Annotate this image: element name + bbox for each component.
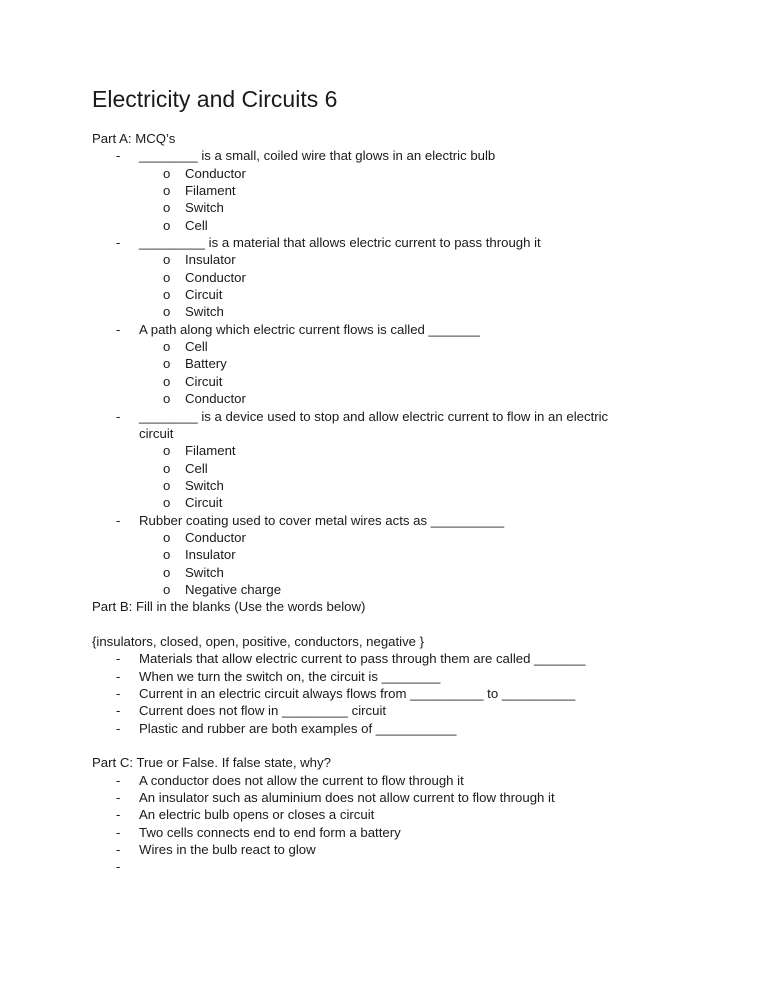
dash-marker: - bbox=[116, 772, 121, 788]
option-text: Negative charge bbox=[185, 581, 282, 597]
mcq-option bbox=[92, 494, 708, 511]
statement-text: Two cells connects end to end form a battery bbox=[139, 824, 401, 840]
dash-marker: - bbox=[116, 842, 121, 858]
option-text: Switch bbox=[185, 304, 224, 320]
option-bullet: o bbox=[163, 252, 171, 268]
option-bullet: o bbox=[163, 477, 171, 493]
question-text: circuit bbox=[139, 425, 174, 441]
dash-marker: - bbox=[116, 859, 121, 875]
option-text: Circuit bbox=[185, 287, 223, 303]
option-text: Insulator bbox=[185, 547, 236, 563]
option-bullet: o bbox=[163, 443, 171, 459]
option-text: Filament bbox=[185, 183, 236, 199]
option-text: Circuit bbox=[185, 495, 223, 511]
question-text: _________ is a material that allows electric current to pass through it bbox=[139, 235, 541, 251]
mcq-question bbox=[92, 321, 708, 338]
part-a-heading: Part A: MCQ’s bbox=[92, 131, 176, 146]
fill-blank-item bbox=[92, 650, 708, 667]
fill-blank-item bbox=[92, 668, 708, 685]
true-false-item bbox=[92, 789, 708, 806]
mcq-option bbox=[92, 390, 708, 407]
option-bullet: o bbox=[163, 356, 171, 372]
option-bullet: o bbox=[163, 564, 171, 580]
part-b-heading: Part B: Fill in the blanks (Use the words below) bbox=[92, 599, 366, 615]
mcq-option bbox=[92, 581, 708, 598]
option-bullet: o bbox=[163, 391, 171, 407]
mcq-option bbox=[92, 251, 708, 268]
fill-blank-item bbox=[92, 720, 708, 737]
mcq-option bbox=[92, 546, 708, 563]
mcq-option bbox=[92, 165, 708, 182]
option-text: Battery bbox=[185, 356, 227, 372]
mcq-option bbox=[92, 564, 708, 581]
option-bullet: o bbox=[163, 339, 171, 355]
mcq-option bbox=[92, 303, 708, 320]
dash-marker: - bbox=[116, 790, 121, 806]
true-false-item bbox=[92, 841, 708, 858]
mcq-option bbox=[92, 338, 708, 355]
fill-blank-text: Current in an electric circuit always flows from __________ to __________ bbox=[139, 686, 576, 701]
true-false-item bbox=[92, 824, 708, 841]
dash-marker: - bbox=[116, 235, 121, 251]
page-title: Electricity and Circuits 6 bbox=[92, 86, 338, 112]
option-text: Cell bbox=[185, 217, 208, 233]
dash-marker: - bbox=[116, 668, 121, 684]
statement-text: A conductor does not allow the current to flow through it bbox=[139, 772, 464, 788]
spacer bbox=[92, 616, 708, 633]
mcq-question bbox=[92, 147, 708, 164]
option-bullet: o bbox=[163, 269, 171, 285]
option-text: Conductor bbox=[185, 165, 246, 181]
dash-marker: - bbox=[116, 651, 121, 667]
fill-blank-text: Current does not flow in _________ circuit bbox=[139, 703, 387, 719]
option-bullet: o bbox=[163, 547, 171, 563]
option-text: Switch bbox=[185, 564, 224, 580]
option-bullet: o bbox=[163, 529, 171, 545]
question-text: A path along which electric current flows is called _______ bbox=[139, 321, 480, 337]
true-false-item-empty bbox=[92, 858, 708, 875]
question-text: Rubber coating used to cover metal wires acts as __________ bbox=[139, 512, 505, 528]
dash-marker: - bbox=[116, 807, 121, 823]
mcq-option bbox=[92, 529, 708, 546]
statement-text: An electric bulb opens or closes a circuit bbox=[139, 807, 375, 823]
option-text: Conductor bbox=[185, 269, 246, 285]
spacer bbox=[92, 737, 708, 754]
option-text: Insulator bbox=[185, 252, 236, 268]
fill-blank-text: Materials that allow electric current to pass through them are called _______ bbox=[139, 651, 586, 667]
dash-marker: - bbox=[116, 824, 121, 840]
option-text: Switch bbox=[185, 200, 224, 216]
question-text: ________ is a small, coiled wire that glows in an electric bulb bbox=[139, 148, 496, 164]
mcq-option bbox=[92, 442, 708, 459]
word-bank: {insulators, closed, open, positive, conductors, negative } bbox=[92, 633, 425, 649]
option-text: Conductor bbox=[185, 529, 246, 545]
option-text: Conductor bbox=[185, 391, 246, 407]
part-c-heading: Part C: True or False. If false state, why? bbox=[92, 755, 331, 771]
mcq-question bbox=[92, 512, 708, 529]
mcq-question bbox=[92, 234, 708, 251]
option-bullet: o bbox=[163, 165, 171, 181]
mcq-option bbox=[92, 199, 708, 216]
dash-marker: - bbox=[116, 321, 121, 337]
option-bullet: o bbox=[163, 217, 171, 233]
true-false-item bbox=[92, 806, 708, 823]
option-bullet: o bbox=[163, 183, 171, 199]
mcq-question bbox=[92, 408, 708, 425]
fill-blank-item bbox=[92, 685, 708, 702]
option-bullet: o bbox=[163, 373, 171, 389]
option-bullet: o bbox=[163, 304, 171, 320]
true-false-item bbox=[92, 772, 708, 789]
option-text: Switch bbox=[185, 477, 224, 493]
dash-marker: - bbox=[116, 703, 121, 719]
option-text: Cell bbox=[185, 460, 208, 476]
option-bullet: o bbox=[163, 287, 171, 303]
mcq-option bbox=[92, 182, 708, 199]
dash-marker: - bbox=[116, 148, 121, 164]
statement-text: An insulator such as aluminium does not allow current to flow through it bbox=[139, 790, 555, 806]
dash-marker: - bbox=[116, 720, 121, 736]
fill-blank-text: Plastic and rubber are both examples of ___________ bbox=[139, 720, 457, 736]
option-text: Cell bbox=[185, 339, 208, 355]
option-text: Filament bbox=[185, 443, 236, 459]
mcq-option bbox=[92, 217, 708, 234]
mcq-option bbox=[92, 373, 708, 390]
option-bullet: o bbox=[163, 200, 171, 216]
mcq-option bbox=[92, 355, 708, 372]
worksheet-content bbox=[92, 130, 708, 876]
option-text: Circuit bbox=[185, 373, 223, 389]
question-text: ________ is a device used to stop and allow electric current to flow in an electric bbox=[139, 408, 609, 424]
option-bullet: o bbox=[163, 581, 171, 597]
mcq-option bbox=[92, 286, 708, 303]
dash-marker: - bbox=[116, 686, 121, 701]
fill-blank-text: When we turn the switch on, the circuit is ________ bbox=[139, 668, 441, 684]
option-bullet: o bbox=[163, 460, 171, 476]
fill-blank-item bbox=[92, 702, 708, 719]
mcq-option bbox=[92, 460, 708, 477]
dash-marker: - bbox=[116, 512, 121, 528]
mcq-question-continuation bbox=[92, 425, 708, 442]
statement-text: Wires in the bulb react to glow bbox=[139, 842, 316, 858]
dash-marker: - bbox=[116, 408, 121, 424]
option-bullet: o bbox=[163, 495, 171, 511]
mcq-option bbox=[92, 269, 708, 286]
mcq-option bbox=[92, 477, 708, 494]
